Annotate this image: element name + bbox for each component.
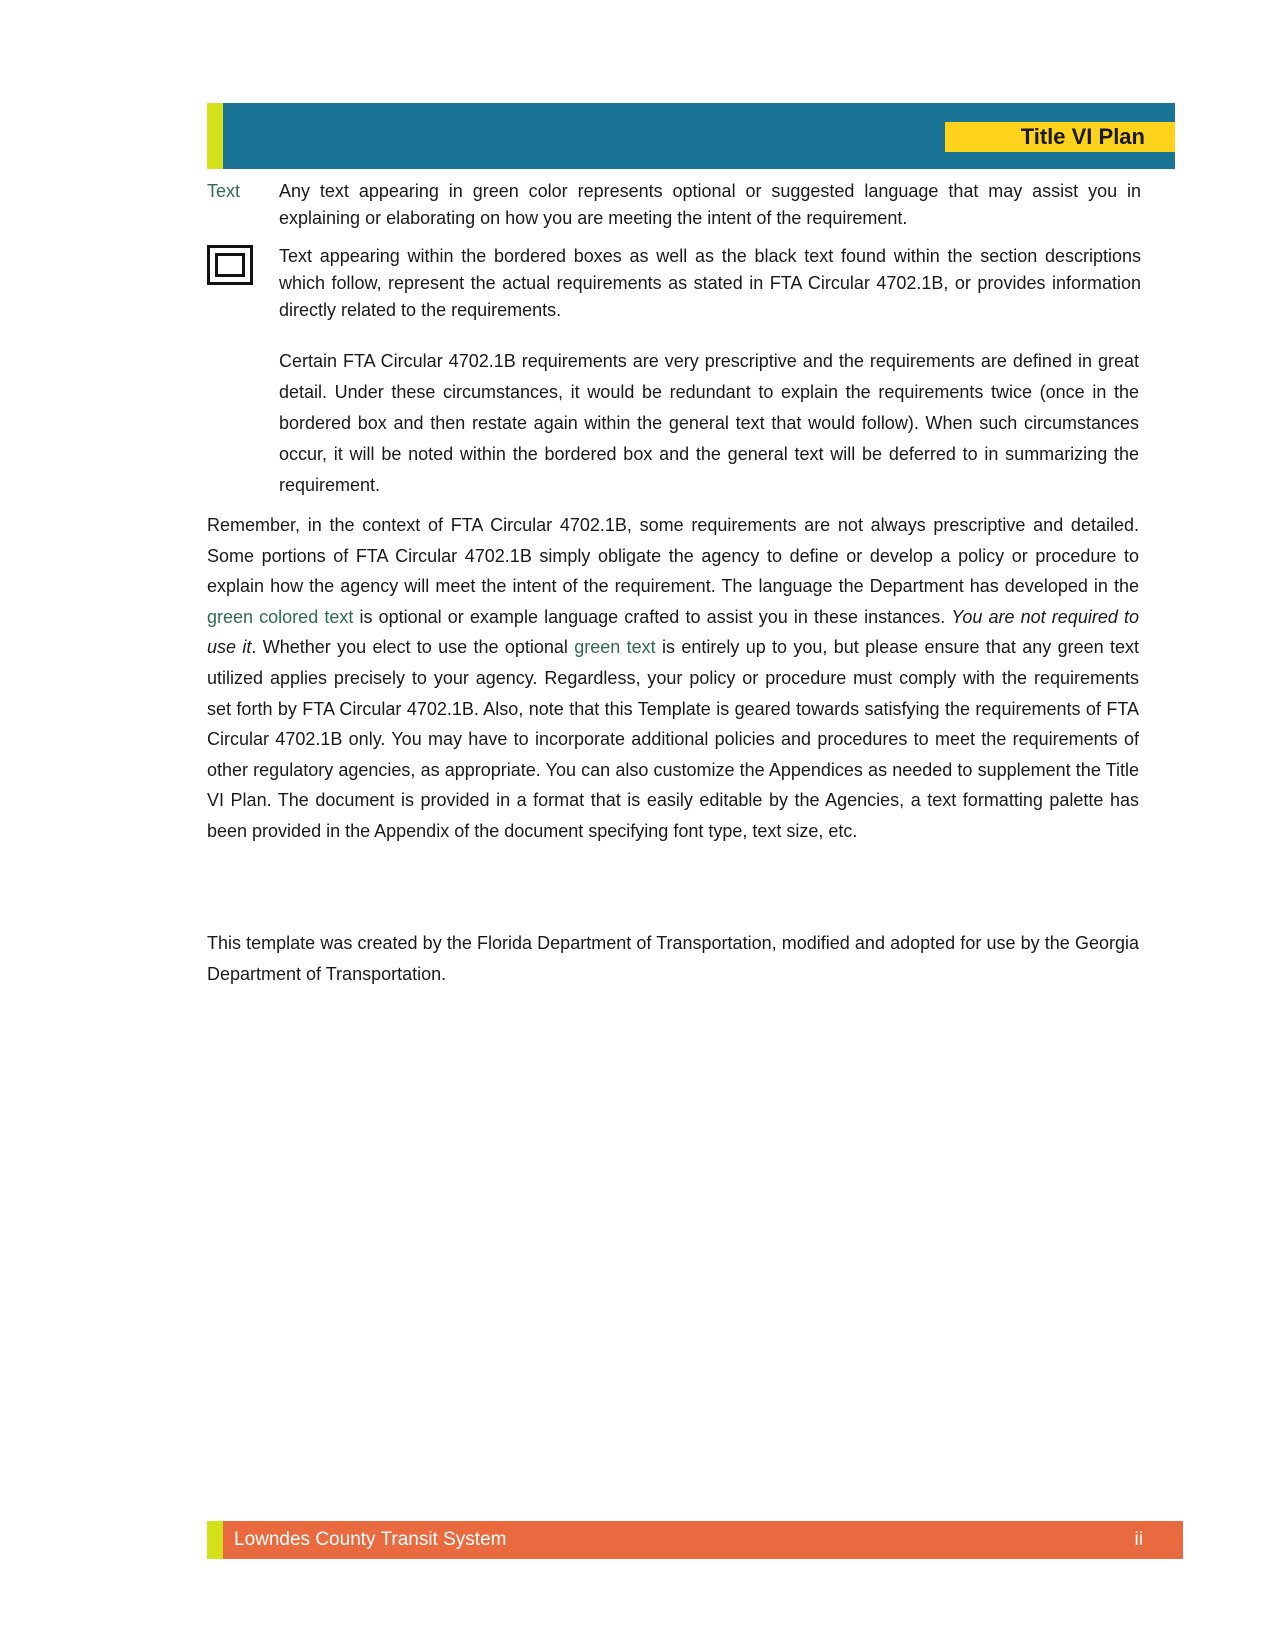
italic-emphasis: You are not required to use it <box>207 606 1139 658</box>
prescriptive-note: Certain FTA Circular 4702.1B requirements are very prescriptive and the requirements are defined in great detail. Under these circumstances, it would be redundant to explain the requirements twice (once in the bordered box and then restate again within the general text that would follow). When such circumstances occur, it will be noted within the bordered box and the general text will be deferred to in summarizing the requirement. <box>279 351 1139 495</box>
green-colored-text-example: green colored text <box>207 606 354 627</box>
green-text-key: Text <box>207 181 241 201</box>
body-text: . Whether you elect to use the optional <box>251 637 575 658</box>
body-paragraph-2: This template was created by the Florida Department of Transportation, modified and adopted for use by the Georgia Department of Transportation. <box>207 933 1139 984</box>
header-band <box>207 103 1175 169</box>
footer-accent-bar <box>207 1521 223 1559</box>
page-title: Title VI Plan <box>945 122 1175 152</box>
green-text-description: Any text appearing in green color represents optional or suggested language that may assist you in explaining or elaborating on how you are meeting the intent of the requirement. <box>279 181 1141 228</box>
page-number: ii <box>1134 1529 1143 1550</box>
bordered-box-description: Text appearing within the bordered boxes as well as the black text found within the section descriptions which follow, represent the actual requirements as stated in FTA Circular 4702.1B, or provides information directly related to the requirements. <box>279 246 1141 320</box>
green-text-example: green text <box>574 637 656 658</box>
body-text: is optional or example language crafted to assist you in these instances. <box>353 606 952 627</box>
footer-agency-name: Lowndes County Transit System <box>234 1529 507 1550</box>
body-text: is entirely up to you, but please ensure that any green text utilized applies precisely to your agency. Regardless, your policy or procedure must comply with the requirements set forth by FTA Circular 4702.1B. Also, note that this Template is geared towards satisfying the requirements of FTA Circular 4702.1B only. You may have to incorporate additional policies and procedures to meet the requirements of other regulatory agencies, as appropriate. You can also customize the Appendices as needed to supplement the Title VI Plan. The document is provided in a format that is easily editable by the Agencies, a text formatting palette has been provided in the Appendix of the document specifying font type, text size, etc. <box>207 637 1139 841</box>
header-accent-bar <box>207 103 223 169</box>
body-paragraph-1 <box>207 510 1139 847</box>
footer-band <box>207 1521 1183 1559</box>
body-text: Remember, in the context of FTA Circular 4702.1B, some requirements are not always prescriptive and detailed. Some portions of FTA Circular 4702.1B simply obligate the agency to define or develop a policy or procedure to explain how the agency will meet the intent of the requirement. The language the Department has developed in the <box>207 515 1139 597</box>
bordered-box-icon <box>207 245 253 285</box>
